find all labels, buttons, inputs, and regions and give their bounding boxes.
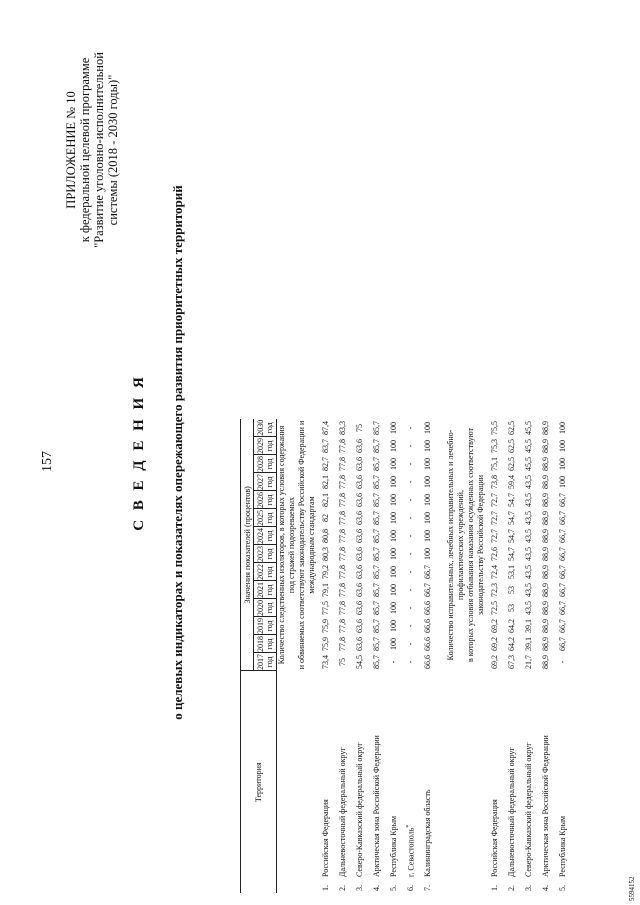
value-cell: 66,7 <box>558 565 567 579</box>
value-cell: 43,5 <box>524 529 533 543</box>
value-cell: 100 <box>558 422 567 434</box>
value-cell: 88,9 <box>541 475 550 489</box>
value-cell: 82 <box>321 514 330 522</box>
document-id: 5594152 <box>628 876 636 901</box>
territory-cell <box>419 671 436 879</box>
territory-cell <box>402 671 419 879</box>
value-cell: 100 <box>423 530 432 542</box>
value-cell: 88,9 <box>541 637 550 651</box>
territory-cell <box>351 671 368 879</box>
value-cell: 100 <box>389 584 398 596</box>
table-row <box>520 419 537 893</box>
value-cell: 100 <box>423 440 432 452</box>
table-row <box>537 419 554 893</box>
year-suffix: год <box>265 548 274 560</box>
territory-name: Дальневосточный федеральный округ <box>507 747 516 877</box>
section-header <box>446 419 486 893</box>
value-cell: 100 <box>423 512 432 524</box>
year-header-2019 <box>254 617 277 635</box>
value-cell: 100 <box>423 422 432 434</box>
appendix-line-3: "Развитие уголовно-исполнительной <box>92 52 106 248</box>
value-cell: - <box>406 606 415 610</box>
value-cell: 88,9 <box>541 439 550 453</box>
value-cell: 72,3 <box>490 583 499 597</box>
value-cell: - <box>406 462 415 466</box>
value-cell: 75,3 <box>490 439 499 453</box>
value-cell: 66,7 <box>558 529 567 543</box>
row-number: 2. <box>338 885 347 891</box>
value-cell: 53 <box>507 586 516 594</box>
value-cell: 45,5 <box>524 421 533 435</box>
table-row <box>486 419 503 893</box>
value-cell: 88,9 <box>541 421 550 435</box>
territory-name: Северо-Кавказский федеральный округ <box>524 742 533 877</box>
year-value: 2029 <box>256 438 265 454</box>
year-suffix: год <box>265 638 274 650</box>
value-cell: 64,2 <box>507 637 516 651</box>
value-cell: - <box>406 498 415 502</box>
value-cell: 39,1 <box>524 637 533 651</box>
value-cell: 54,7 <box>507 511 516 525</box>
value-cell: 43,5 <box>524 493 533 507</box>
value-cell: 66,7 <box>558 493 567 507</box>
value-cell: 77,8 <box>338 439 347 453</box>
value-cell: 88,9 <box>541 565 550 579</box>
value-cell: 72,7 <box>490 493 499 507</box>
year-header-2018 <box>254 635 277 653</box>
section-title-line: и обвиняемых соответствуют законодательству Российской Федерации и международным стандартам <box>297 420 316 670</box>
value-cell: 88,9 <box>541 511 550 525</box>
value-cell: 100 <box>389 422 398 434</box>
row-number: 4. <box>541 885 550 891</box>
year-header-2028 <box>254 455 277 473</box>
value-cell: 100 <box>558 440 567 452</box>
document-subtitle: о целевых индикаторах и показателях опережающего развития приоритетных территорий <box>170 185 185 720</box>
table-row <box>317 419 334 893</box>
value-cell: 100 <box>389 602 398 614</box>
value-cell: 82,1 <box>321 493 330 507</box>
year-value: 2025 <box>256 510 265 526</box>
value-cell: 66,7 <box>558 619 567 633</box>
year-suffix: год <box>265 620 274 632</box>
territory-name: Республика Крым <box>389 815 398 877</box>
year-header-2022 <box>254 563 277 581</box>
table-row <box>402 419 419 893</box>
value-cell: 100 <box>423 458 432 470</box>
value-cell: 85,7 <box>372 583 381 597</box>
value-cell: 77,8 <box>338 475 347 489</box>
value-cell: 82,1 <box>321 475 330 489</box>
header-values: Значения показателей (процентов) <box>241 419 254 671</box>
value-cell: 88,9 <box>541 529 550 543</box>
value-cell: 72,6 <box>490 547 499 561</box>
year-header-2021 <box>254 581 277 599</box>
value-cell: 88,9 <box>541 493 550 507</box>
value-cell: 63,6 <box>355 547 364 561</box>
section-title-line: Количество исправительных, лечебных исправительных и лечебно-профилактических учреждений, <box>446 429 465 661</box>
value-cell: 43,5 <box>524 475 533 489</box>
year-suffix: год <box>265 584 274 596</box>
row-number: 5. <box>389 885 398 891</box>
value-cell: 100 <box>389 512 398 524</box>
year-header-2030 <box>254 419 277 437</box>
row-number: 3. <box>524 885 533 891</box>
appendix-header <box>64 5 120 295</box>
value-cell: 63,6 <box>355 583 364 597</box>
row-number: 3. <box>355 885 364 891</box>
value-cell: - <box>406 660 415 664</box>
value-cell: 88,9 <box>541 583 550 597</box>
value-cell: 45,5 <box>524 457 533 471</box>
value-cell: 77,8 <box>338 565 347 579</box>
value-cell: 63,6 <box>355 511 364 525</box>
year-suffix: год <box>265 440 274 452</box>
value-cell: 72,4 <box>490 565 499 579</box>
year-header-2017 <box>254 653 277 671</box>
value-cell: 59,4 <box>507 475 516 489</box>
value-cell: 77,8 <box>338 529 347 543</box>
value-cell: 77,5 <box>321 601 330 615</box>
territory-name: Арктическая зона Российской Федерации <box>541 735 550 877</box>
year-value: 2028 <box>256 456 265 472</box>
territory-cell <box>317 671 334 879</box>
value-cell: 73,8 <box>490 475 499 489</box>
table-row <box>385 419 402 893</box>
value-cell: 85,7 <box>372 493 381 507</box>
value-cell: 66,7 <box>558 583 567 597</box>
value-cell: 77,8 <box>338 511 347 525</box>
value-cell: 85,7 <box>372 529 381 543</box>
value-cell: - <box>406 570 415 574</box>
table-row <box>419 419 436 893</box>
value-cell: 100 <box>389 494 398 506</box>
value-cell: 100 <box>389 458 398 470</box>
value-cell: 100 <box>389 620 398 632</box>
value-cell: 63,6 <box>355 601 364 615</box>
value-cell: 66,6 <box>423 637 432 651</box>
value-cell: 100 <box>423 494 432 506</box>
territory-name: Дальневосточный федеральный округ <box>338 747 347 877</box>
value-cell: 69,2 <box>490 619 499 633</box>
row-number: 6. <box>406 885 415 891</box>
value-cell: 63,6 <box>355 475 364 489</box>
value-cell: - <box>406 588 415 592</box>
value-cell: 75,1 <box>490 457 499 471</box>
value-cell: 77,8 <box>338 457 347 471</box>
value-cell: 77,8 <box>338 637 347 651</box>
value-cell: 62,5 <box>507 457 516 471</box>
year-header-2027 <box>254 473 277 491</box>
value-cell: 85,7 <box>372 457 381 471</box>
territory-name: Республика Крым <box>558 815 567 877</box>
row-number: 1. <box>321 885 330 891</box>
value-cell: 63,6 <box>355 619 364 633</box>
value-cell: 66,7 <box>558 601 567 615</box>
page-number: 157 <box>40 451 55 472</box>
value-cell: 88,9 <box>541 457 550 471</box>
value-cell: 100 <box>423 476 432 488</box>
header-territory: Территория <box>241 671 277 893</box>
value-cell: 54,5 <box>355 655 364 669</box>
territory-cell <box>554 671 571 879</box>
section-title-line: в которых условия отбывания наказания осужденных соответствуют законодательству Российской Федерации <box>466 428 485 662</box>
value-cell: 85,7 <box>372 565 381 579</box>
year-value: 2024 <box>256 528 265 544</box>
document-title: С В Е Д Е Н И Я <box>131 374 147 531</box>
year-header-2023 <box>254 545 277 563</box>
appendix-line-2: к федеральной целевой программе <box>78 57 92 243</box>
value-cell: 43,5 <box>524 565 533 579</box>
value-cell: 66,6 <box>423 655 432 669</box>
value-cell: 66,7 <box>558 547 567 561</box>
territory-cell <box>334 671 351 879</box>
table-row <box>554 419 571 893</box>
value-cell: 88,9 <box>541 601 550 615</box>
value-cell: 79,2 <box>321 565 330 579</box>
section-title-line: Количество следственных изоляторов, в которых условия содержания под стражей подозреваемых <box>277 425 296 665</box>
value-cell: - <box>406 624 415 628</box>
table-row <box>351 419 368 893</box>
year-suffix: год <box>265 656 274 668</box>
value-cell: - <box>406 516 415 520</box>
value-cell: 54,7 <box>507 547 516 561</box>
value-cell: 63,6 <box>355 493 364 507</box>
value-cell: 54,7 <box>507 493 516 507</box>
year-suffix: год <box>265 530 274 542</box>
table-row <box>503 419 520 893</box>
value-cell: 83,7 <box>321 439 330 453</box>
row-number: 2. <box>507 885 516 891</box>
value-cell: 100 <box>389 566 398 578</box>
value-cell: 88,9 <box>541 619 550 633</box>
value-cell: 87,4 <box>321 421 330 435</box>
value-cell: 21,7 <box>524 655 533 669</box>
footnote-mark: * <box>406 824 413 828</box>
year-suffix: год <box>265 494 274 506</box>
year-suffix: год <box>265 512 274 524</box>
value-cell: 100 <box>389 440 398 452</box>
value-cell: 66,7 <box>423 565 432 579</box>
value-cell: 88,9 <box>541 655 550 669</box>
row-number: 5. <box>558 885 567 891</box>
value-cell: 88,9 <box>541 547 550 561</box>
year-suffix: год <box>265 476 274 488</box>
year-value: 2023 <box>256 546 265 562</box>
value-cell: 43,5 <box>524 547 533 561</box>
value-cell: 85,7 <box>372 619 381 633</box>
year-header-2024 <box>254 527 277 545</box>
year-suffix: год <box>265 422 274 434</box>
value-cell: 100 <box>389 638 398 650</box>
value-cell: 100 <box>389 548 398 560</box>
value-cell: 75 <box>355 424 364 432</box>
value-cell: 72,7 <box>490 529 499 543</box>
row-number: 4. <box>372 885 381 891</box>
value-cell: - <box>406 426 415 430</box>
value-cell: 63,6 <box>355 529 364 543</box>
year-header-2025 <box>254 509 277 527</box>
value-cell: 85,7 <box>372 439 381 453</box>
value-cell: 66,7 <box>423 583 432 597</box>
value-cell: 100 <box>389 476 398 488</box>
value-cell: 77,8 <box>338 493 347 507</box>
territory-cell <box>503 671 520 879</box>
value-cell: 77,8 <box>338 547 347 561</box>
year-value: 2021 <box>256 582 265 598</box>
value-cell: 53 <box>507 604 516 612</box>
year-value: 2019 <box>256 618 265 634</box>
value-cell: 62,5 <box>507 421 516 435</box>
value-cell: 85,7 <box>372 547 381 561</box>
value-cell: 63,6 <box>355 637 364 651</box>
value-cell: 100 <box>389 530 398 542</box>
territory-cell <box>368 671 385 879</box>
value-cell: 69,2 <box>490 655 499 669</box>
value-cell: 53,1 <box>507 565 516 579</box>
row-number: 7. <box>423 885 432 891</box>
year-value: 2022 <box>256 564 265 580</box>
territory-name: Арктическая зона Российской Федерации <box>372 735 381 877</box>
year-value: 2017 <box>256 654 265 670</box>
value-cell: - <box>558 660 567 664</box>
value-cell: 39,1 <box>524 619 533 633</box>
value-cell: 85,7 <box>372 637 381 651</box>
value-cell: 85,7 <box>372 421 381 435</box>
value-cell: 77,8 <box>338 583 347 597</box>
territory-name: Российская Федерация <box>321 799 330 877</box>
year-suffix: год <box>265 566 274 578</box>
territory-cell <box>385 671 402 879</box>
value-cell: 66,6 <box>423 619 432 633</box>
value-cell: 45,5 <box>524 439 533 453</box>
value-cell: - <box>406 480 415 484</box>
value-cell: 85,7 <box>372 511 381 525</box>
value-cell: 43,5 <box>524 511 533 525</box>
value-cell: - <box>406 552 415 556</box>
value-cell: 66,7 <box>558 637 567 651</box>
value-cell: 79,1 <box>321 583 330 597</box>
value-cell: 43,5 <box>524 583 533 597</box>
value-cell: 72,5 <box>490 601 499 615</box>
value-cell: 63,6 <box>355 565 364 579</box>
year-suffix: год <box>265 602 274 614</box>
appendix-line-1: ПРИЛОЖЕНИЕ № 10 <box>64 91 78 209</box>
value-cell: 100 <box>558 458 567 470</box>
value-cell: 72,7 <box>490 511 499 525</box>
value-cell: 54,7 <box>507 529 516 543</box>
value-cell: 63,6 <box>355 439 364 453</box>
year-value: 2018 <box>256 636 265 652</box>
indicators-table <box>240 419 571 893</box>
value-cell: 63,6 <box>355 457 364 471</box>
year-value: 2027 <box>256 474 265 490</box>
territory-cell <box>520 671 537 879</box>
value-cell: 64,2 <box>507 619 516 633</box>
territory-cell <box>486 671 503 879</box>
value-cell: 66,6 <box>423 601 432 615</box>
value-cell: - <box>406 642 415 646</box>
value-cell: 77,8 <box>338 601 347 615</box>
year-header-2020 <box>254 599 277 617</box>
value-cell: 43,5 <box>524 601 533 615</box>
value-cell: 77,8 <box>338 619 347 633</box>
value-cell: 66,7 <box>558 511 567 525</box>
territory-name: г. Севастополь <box>406 827 416 877</box>
section-header <box>277 419 318 893</box>
year-header-2029 <box>254 437 277 455</box>
row-number: 1. <box>490 885 499 891</box>
value-cell: 100 <box>558 476 567 488</box>
value-cell: 82,7 <box>321 457 330 471</box>
territory-name: Российская Федерация <box>490 799 499 877</box>
value-cell: 100 <box>423 548 432 560</box>
year-header-2026 <box>254 491 277 509</box>
value-cell: 69,2 <box>490 637 499 651</box>
value-cell: - <box>406 444 415 448</box>
year-value: 2026 <box>256 492 265 508</box>
value-cell: 85,7 <box>372 655 381 669</box>
value-cell: - <box>389 660 398 664</box>
value-cell: 85,7 <box>372 601 381 615</box>
value-cell: - <box>406 534 415 538</box>
value-cell: 75,9 <box>321 637 330 651</box>
value-cell: 80,3 <box>321 547 330 561</box>
value-cell: 73,4 <box>321 655 330 669</box>
value-cell: 75 <box>338 658 347 666</box>
value-cell: 85,7 <box>372 475 381 489</box>
value-cell: 75,5 <box>490 421 499 435</box>
value-cell: 67,3 <box>507 655 516 669</box>
year-value: 2020 <box>256 600 265 616</box>
year-suffix: год <box>265 458 274 470</box>
table-row <box>368 419 385 893</box>
value-cell: 75,9 <box>321 619 330 633</box>
territory-name: Калининградская область <box>423 789 432 877</box>
value-cell: 83,3 <box>338 421 347 435</box>
value-cell: 62,5 <box>507 439 516 453</box>
appendix-line-4: системы (2018 - 2030 годы)" <box>106 74 120 226</box>
territory-cell <box>537 671 554 879</box>
table-row <box>334 419 351 893</box>
value-cell: 80,8 <box>321 529 330 543</box>
territory-name: Северо-Кавказский федеральный округ <box>355 742 364 877</box>
year-value: 2030 <box>256 419 265 436</box>
